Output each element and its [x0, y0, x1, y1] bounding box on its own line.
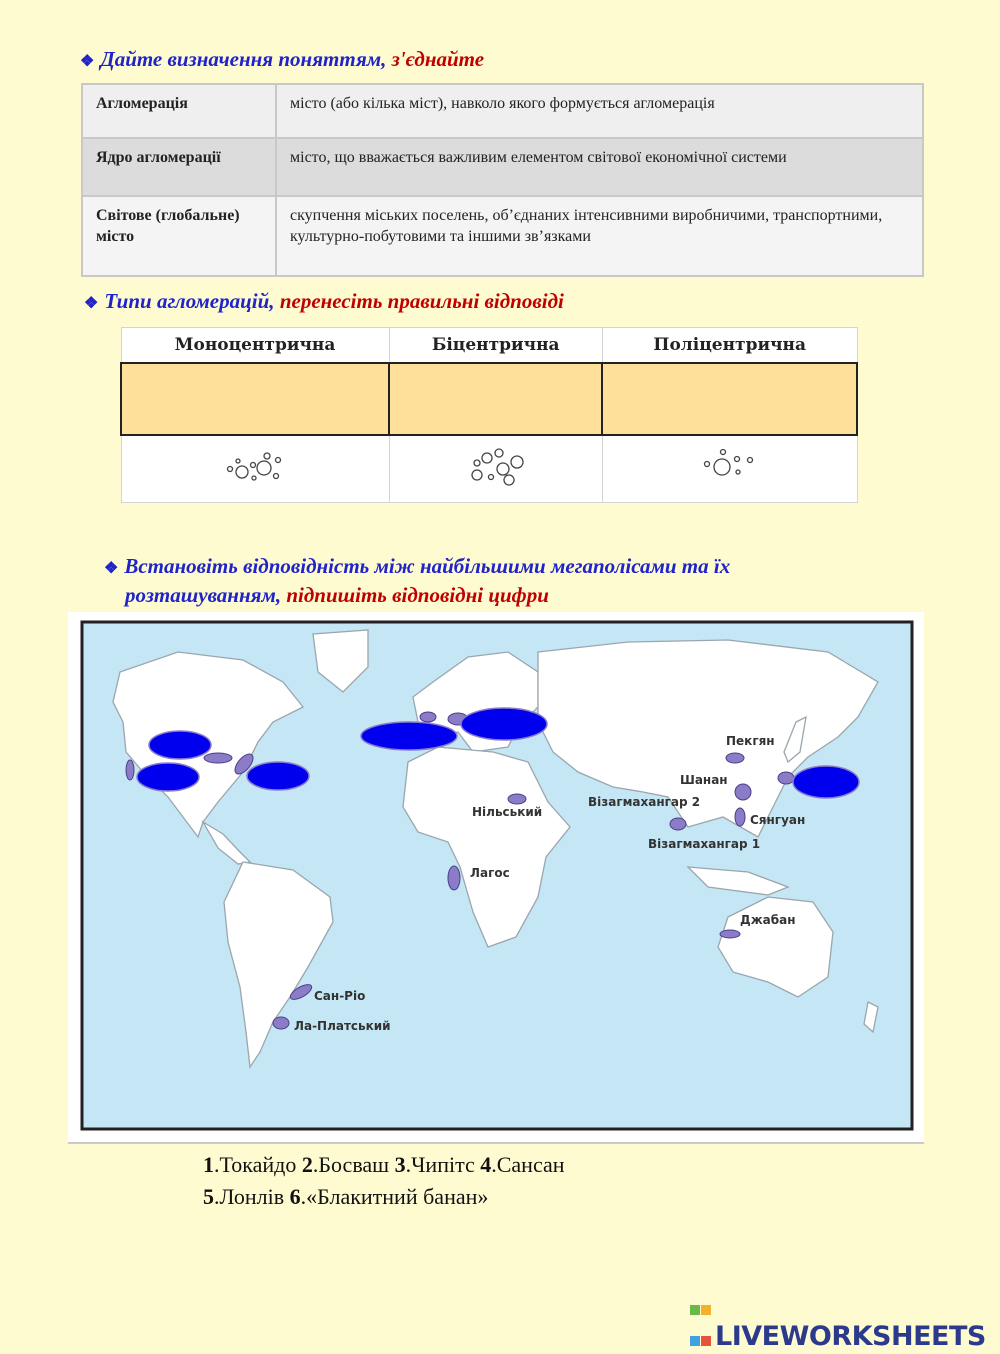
circles-diagram-3[interactable] [602, 435, 857, 503]
map-label: Сянгуан [750, 813, 806, 827]
table-row [82, 196, 923, 276]
circles-icon [210, 447, 300, 487]
map-label: Ла-Платський [294, 1019, 391, 1033]
city-marker [126, 760, 134, 780]
circles-diagram-2[interactable] [389, 435, 602, 503]
drop-zone-bicentric[interactable] [389, 363, 602, 435]
diamond-bullet-icon: ❖ [104, 560, 119, 577]
map-label: Пекгян [726, 734, 775, 748]
city-marker [735, 808, 745, 826]
city-marker [778, 772, 794, 784]
table-row [82, 84, 923, 138]
answer-target[interactable] [247, 762, 309, 790]
map-label: Лагос [470, 866, 510, 880]
section3-heading: ❖ Встановіть відповідність між найбільшими мегаполісами та їх розташуванням, підпишіть відповідні цифри [104, 554, 731, 607]
section1-heading: ❖ Дайте визначення поняттям, з'єднайте [80, 47, 485, 71]
definition-cell[interactable]: скупчення міських поселень, об’єднаних інтенсивними виробничими, транспортними, культурно-побутовими та іншими зв’язками [276, 196, 923, 276]
answer-target[interactable] [361, 722, 457, 750]
answer-target[interactable] [461, 708, 547, 740]
term-cell[interactable]: Агломерація [82, 84, 276, 138]
column-header-bicentric: Біцентрична [389, 328, 602, 364]
table-row [82, 138, 923, 196]
city-marker [720, 930, 740, 938]
city-marker [204, 753, 232, 763]
city-marker [735, 784, 751, 800]
city-marker [726, 753, 744, 763]
definition-cell[interactable]: місто, що вважається важливим елементом світової економічної системи [276, 138, 923, 196]
definitions-table [81, 83, 924, 277]
city-marker [448, 866, 460, 890]
column-header-polycentric: Поліцентрична [602, 328, 857, 364]
column-header-monocentric: Моноцентрична [121, 328, 389, 364]
agglomeration-types-table [120, 327, 858, 503]
city-marker [420, 712, 436, 722]
section2-heading: ❖ Типи агломерацій, перенесіть правильні відповіді [84, 289, 564, 313]
map-label: Візагмахангар 2 [588, 795, 701, 809]
map-label: Джабан [740, 913, 796, 927]
circles-icon [451, 447, 541, 487]
map-label: Нільський [472, 805, 543, 819]
circles-icon [685, 447, 775, 487]
term-cell[interactable]: Ядро агломерації [82, 138, 276, 196]
logo-icon [690, 1292, 712, 1314]
map-label: Сан-Ріо [314, 989, 366, 1003]
megalopolis-list-line2: 5.Лонлів 6.«Блакитний банан» [203, 1184, 489, 1209]
city-marker [273, 1017, 289, 1029]
city-marker [670, 818, 686, 830]
megalopolis-list-line1: 1.Токайдо 2.Босваш 3.Чипітс 4.Сансан [203, 1152, 565, 1177]
map-label: Шанан [680, 773, 728, 787]
answer-target[interactable] [149, 731, 211, 759]
term-cell[interactable]: Світове (глобальне) місто [82, 196, 276, 276]
city-marker [508, 794, 526, 804]
world-map [68, 612, 924, 1144]
drop-zone-polycentric[interactable] [602, 363, 857, 435]
world-map-image [68, 612, 924, 1142]
answer-target[interactable] [137, 763, 199, 791]
diamond-bullet-icon: ❖ [80, 53, 95, 70]
drop-zone-monocentric[interactable] [121, 363, 389, 435]
circles-diagram-1[interactable] [121, 435, 389, 503]
diamond-bullet-icon: ❖ [84, 295, 99, 312]
answer-target[interactable] [793, 766, 859, 798]
liveworksheets-logo[interactable]: LIVEWORKSHEETS [690, 1292, 986, 1352]
map-label: Візагмахангар 1 [648, 837, 761, 851]
definition-cell[interactable]: місто (або кілька міст), навколо якого формується агломерація [276, 84, 923, 138]
